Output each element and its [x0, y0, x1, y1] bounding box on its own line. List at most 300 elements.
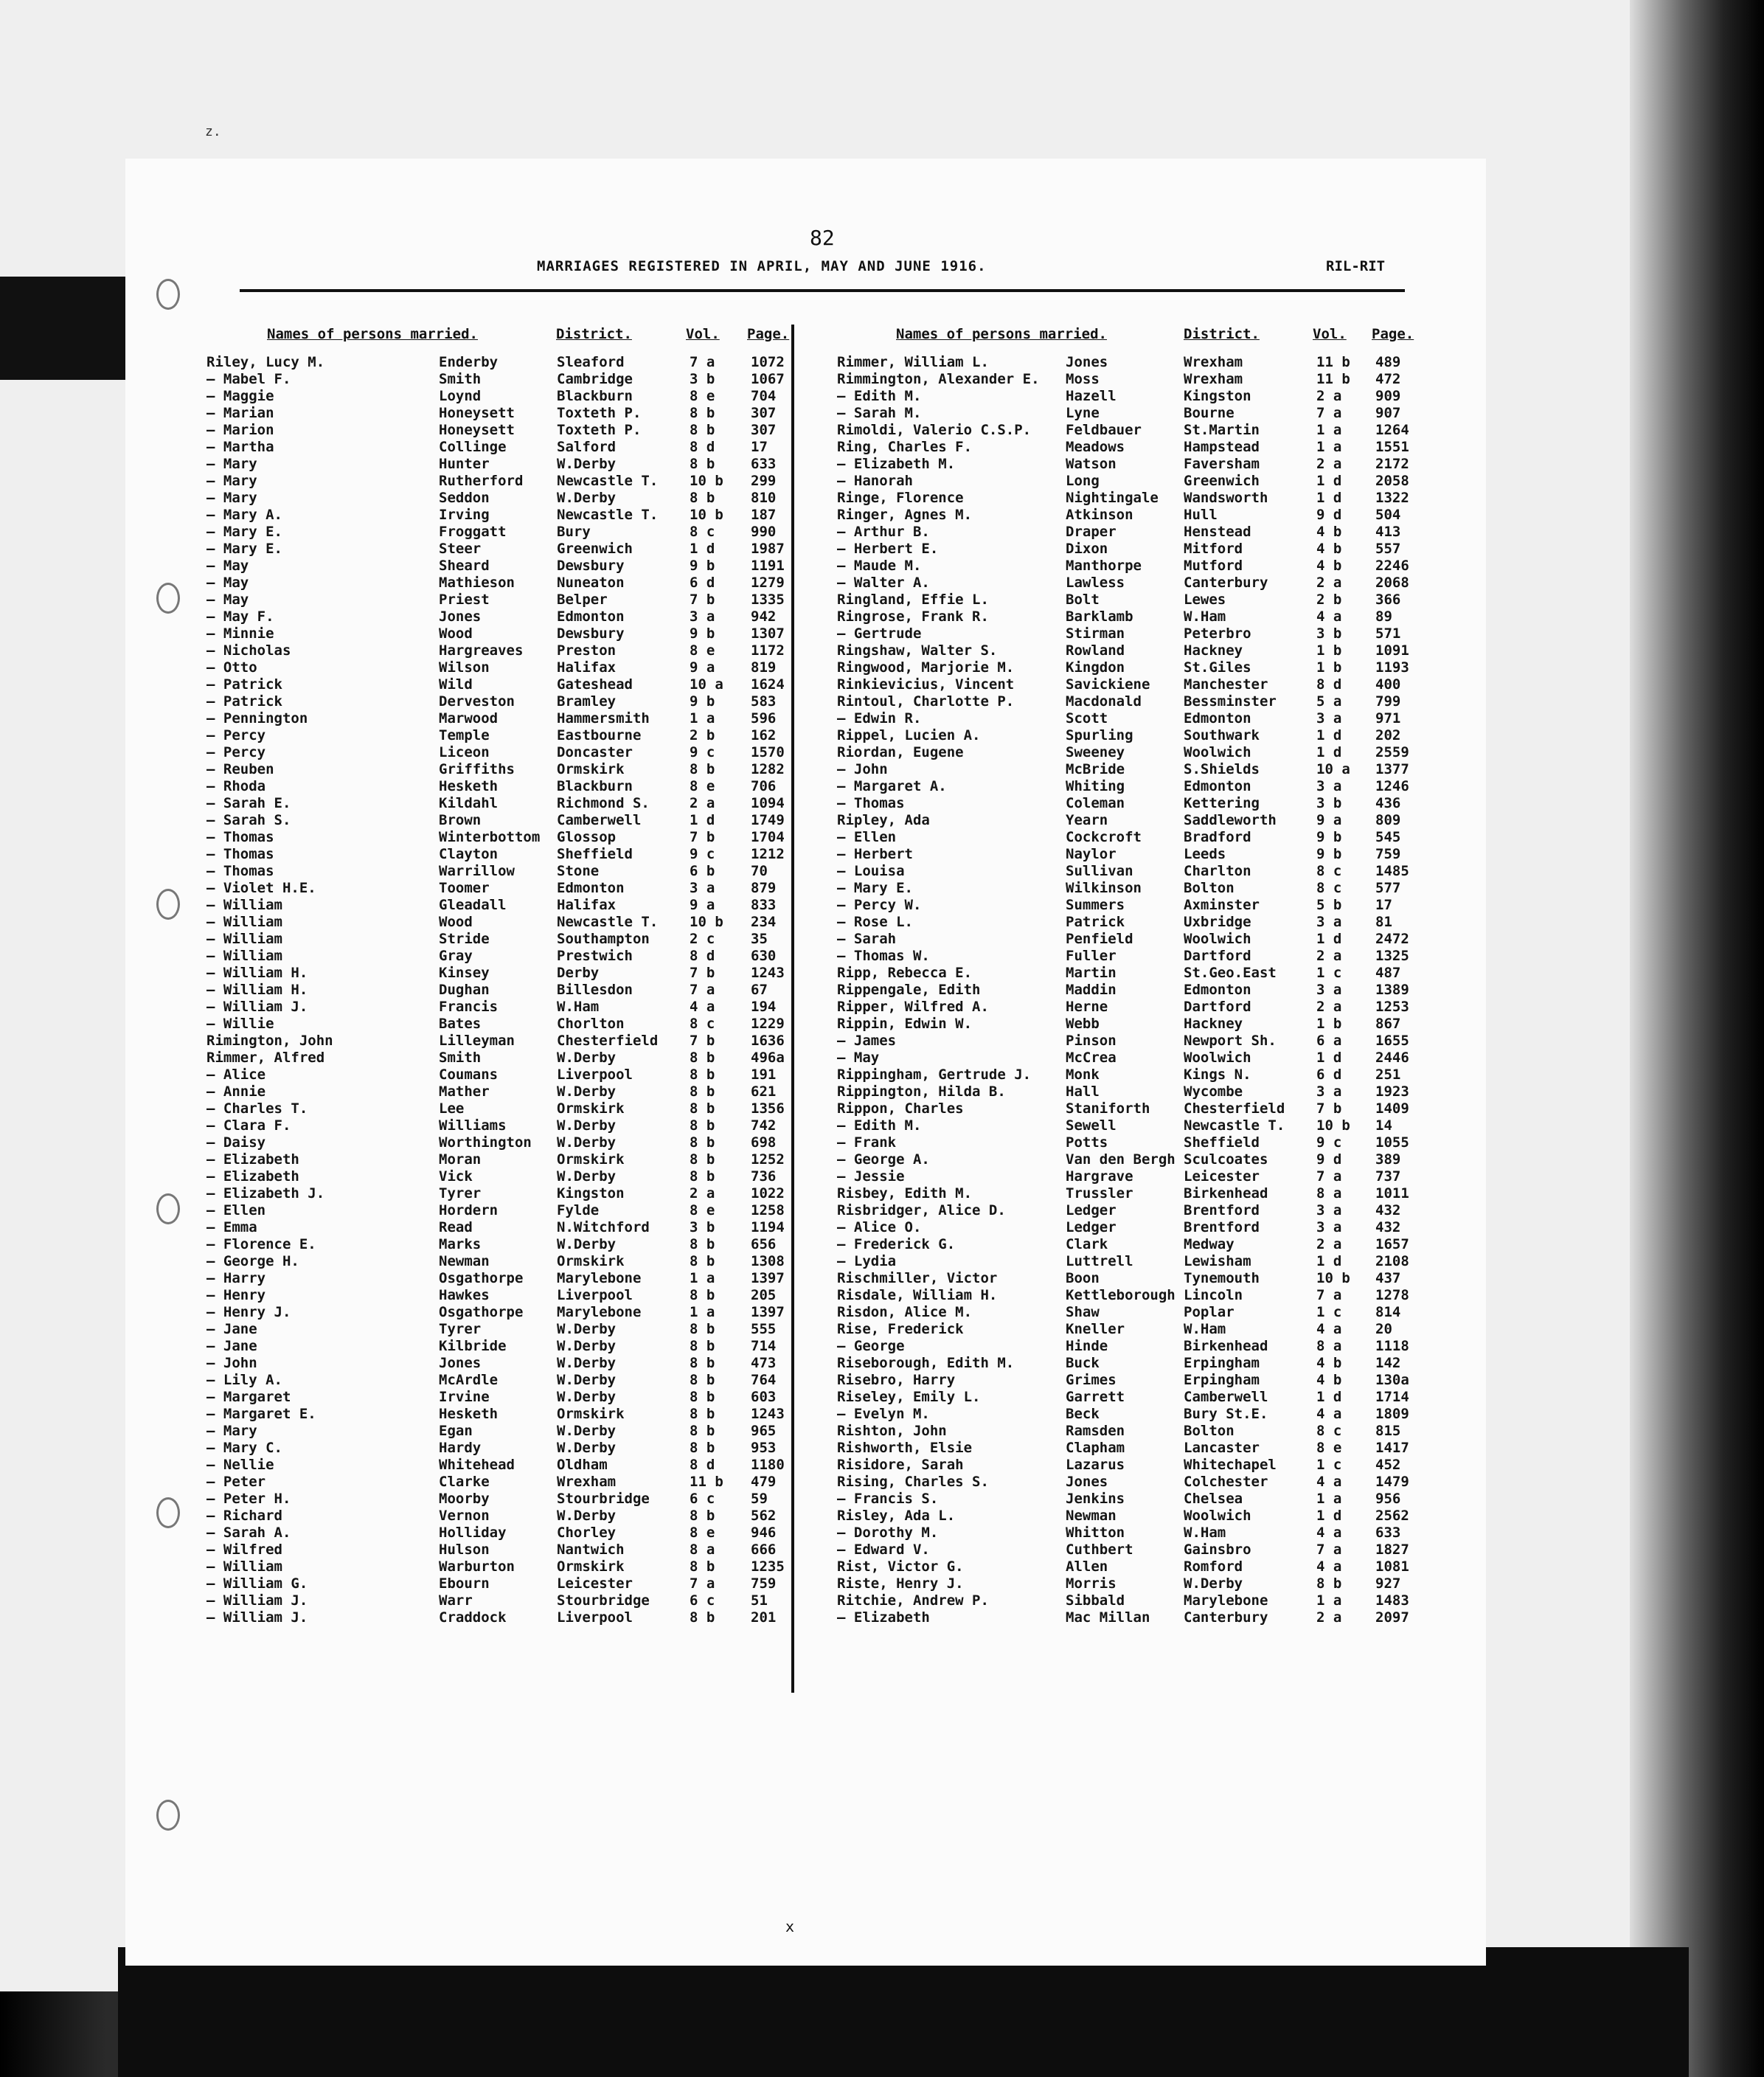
entry-name: — Edith M.: [837, 1117, 922, 1134]
entry-district: Lancaster: [1184, 1440, 1260, 1456]
entry-spouse-surname: Vick: [439, 1168, 473, 1185]
entry-page: 764: [751, 1372, 777, 1388]
entry-spouse-surname: Newman: [1066, 1508, 1117, 1524]
entry-district: Halifax: [557, 659, 617, 676]
table-row: [837, 473, 1442, 490]
entry-district: Hull: [1184, 507, 1218, 523]
table-row: [206, 1355, 789, 1372]
entry-name: Rintoul, Charlotte P.: [837, 693, 1015, 710]
entry-name: — Thomas: [206, 829, 274, 845]
table-row: [837, 456, 1442, 473]
right-entries: [837, 354, 1442, 1626]
table-row: [837, 1440, 1442, 1457]
page-number: 82: [810, 226, 835, 250]
entry-vol: 1 d: [1316, 931, 1342, 947]
entry-spouse-surname: Griffiths: [439, 761, 515, 777]
entry-page: 946: [751, 1525, 777, 1541]
header-page: Page.: [747, 326, 790, 342]
entry-vol: 6 d: [1316, 1067, 1342, 1083]
entry-spouse-surname: Hordern: [439, 1202, 499, 1218]
entry-vol: 4 b: [1316, 558, 1342, 574]
entry-district: Leicester: [557, 1575, 633, 1592]
entry-vol: 2 a: [1316, 948, 1342, 964]
entry-page: 202: [1375, 727, 1401, 743]
entry-spouse-surname: Spurling: [1066, 727, 1133, 743]
entry-name: — John: [206, 1355, 257, 1371]
entry-spouse-surname: Sweeney: [1066, 744, 1125, 760]
entry-district: Bourne: [1184, 405, 1235, 421]
entry-district: Eastbourne: [557, 727, 642, 743]
entry-district: Erpingham: [1184, 1355, 1260, 1371]
entry-district: W.Derby: [557, 1389, 617, 1405]
entry-vol: 1 a: [1316, 439, 1342, 455]
entry-vol: 9 a: [690, 897, 715, 913]
entry-spouse-surname: Dixon: [1066, 541, 1108, 557]
entry-page: 1094: [751, 795, 785, 811]
entry-district: Saddleworth: [1184, 812, 1277, 828]
table-row: [837, 778, 1442, 795]
entry-vol: 1 b: [1316, 642, 1342, 659]
entry-name: — Sarah S.: [206, 812, 291, 828]
entry-name: — May: [206, 575, 249, 591]
entry-name: Rippon, Charles: [837, 1100, 964, 1117]
table-row: [206, 1372, 789, 1389]
table-row: [206, 744, 789, 761]
entry-vol: 8 b: [690, 1236, 715, 1252]
entry-spouse-surname: Steer: [439, 541, 482, 557]
entry-page: 1322: [1375, 490, 1409, 506]
entry-district: Edmonton: [557, 608, 625, 625]
entry-name: — Herbert: [837, 846, 913, 862]
entry-vol: 8 b: [690, 1067, 715, 1083]
table-row: [837, 727, 1442, 744]
entry-name: — Mary: [206, 456, 257, 472]
entry-vol: 7 b: [1316, 1100, 1342, 1117]
entry-vol: 8 b: [690, 761, 715, 777]
entry-spouse-surname: Hesketh: [439, 1406, 499, 1422]
entry-vol: 4 b: [1316, 524, 1342, 540]
table-row: [837, 1270, 1442, 1287]
entry-vol: 1 b: [1316, 659, 1342, 676]
entry-spouse-surname: Smith: [439, 1050, 482, 1066]
entry-name: Rippel, Lucien A.: [837, 727, 981, 743]
entry-spouse-surname: Hawkes: [439, 1287, 490, 1303]
entry-spouse-surname: Coumans: [439, 1067, 499, 1083]
table-row: [206, 473, 789, 490]
entry-name: — Louisa: [837, 863, 905, 879]
entry-spouse-surname: Gray: [439, 948, 473, 964]
entry-name: Ripp, Rebecca E.: [837, 965, 973, 981]
entry-name: Rimoldi, Valerio C.S.P.: [837, 422, 1032, 438]
entry-name: — Patrick: [206, 676, 282, 693]
entry-spouse-surname: Newman: [439, 1253, 490, 1269]
entry-spouse-surname: Francis: [439, 999, 499, 1015]
entry-page: 1749: [751, 812, 785, 828]
table-row: [837, 575, 1442, 592]
entry-district: Salford: [557, 439, 617, 455]
entry-name: — Jane: [206, 1338, 257, 1354]
entry-district: Newcastle T.: [1184, 1117, 1285, 1134]
entry-vol: 1 a: [1316, 1491, 1342, 1507]
entry-page: 971: [1375, 710, 1401, 727]
entry-page: 191: [751, 1067, 777, 1083]
table-row: [837, 676, 1442, 693]
entry-page: 633: [1375, 1525, 1401, 1541]
entry-name: — John: [837, 761, 888, 777]
entry-district: Southwark: [1184, 727, 1260, 743]
entry-page: 956: [1375, 1491, 1401, 1507]
entry-district: Blackburn: [557, 778, 633, 794]
table-row: [206, 1338, 789, 1355]
entry-district: Birkenhead: [1184, 1185, 1268, 1202]
entry-vol: 1 a: [690, 710, 715, 727]
entry-district: Whitechapel: [1184, 1457, 1277, 1473]
entry-vol: 8 b: [690, 1117, 715, 1134]
entry-spouse-surname: Mac Millan: [1066, 1609, 1150, 1626]
entry-district: Hackney: [1184, 642, 1243, 659]
entry-page: 942: [751, 608, 777, 625]
table-row: [206, 1575, 789, 1592]
table-row: [837, 1338, 1442, 1355]
entry-spouse-surname: Trussler: [1066, 1185, 1133, 1202]
entry-district: Ormskirk: [557, 1100, 625, 1117]
entry-name: — May F.: [206, 608, 274, 625]
entry-name: — Arthur B.: [837, 524, 930, 540]
entry-name: Risley, Ada L.: [837, 1508, 956, 1524]
entry-district: Dartford: [1184, 948, 1251, 964]
entry-district: Lewes: [1184, 592, 1226, 608]
entry-page: 504: [1375, 507, 1401, 523]
entry-district: Liverpool: [557, 1609, 633, 1626]
entry-district: Woolwich: [1184, 1050, 1251, 1066]
table-row: [206, 1423, 789, 1440]
entry-district: Kingston: [1184, 388, 1251, 404]
entry-name: Rimmington, Alexander E.: [837, 371, 1040, 387]
entry-name: — Francis S.: [837, 1491, 939, 1507]
entry-spouse-surname: Manthorpe: [1066, 558, 1142, 574]
entry-district: Medway: [1184, 1236, 1235, 1252]
entry-district: Kingston: [557, 1185, 625, 1202]
table-row: [206, 388, 789, 405]
entry-page: 577: [1375, 880, 1401, 896]
punch-hole: [156, 889, 180, 920]
table-row: [206, 812, 789, 829]
table-row: [206, 1609, 789, 1626]
entry-vol: 6 c: [690, 1491, 715, 1507]
entry-vol: 1 d: [1316, 1253, 1342, 1269]
entry-spouse-surname: Rutherford: [439, 473, 524, 489]
column-header-row: [206, 326, 789, 347]
entry-district: Peterbro: [1184, 625, 1251, 642]
table-row: [837, 1474, 1442, 1491]
entry-vol: 9 b: [690, 625, 715, 642]
entry-district: Woolwich: [1184, 1508, 1251, 1524]
table-row: [837, 541, 1442, 558]
table-row: [837, 405, 1442, 422]
table-row: [837, 1508, 1442, 1525]
entry-name: Ringwood, Marjorie M.: [837, 659, 1015, 676]
entry-vol: 11 b: [1316, 354, 1350, 370]
table-row: [837, 1406, 1442, 1423]
entry-name: Rippingham, Gertrude J.: [837, 1067, 1032, 1083]
entry-district: Doncaster: [557, 744, 633, 760]
table-row: [206, 846, 789, 863]
entry-page: 1279: [751, 575, 785, 591]
entry-vol: 2 a: [1316, 999, 1342, 1015]
table-row: [206, 829, 789, 846]
entry-name: Ringrose, Frank R.: [837, 608, 989, 625]
entry-name: Riseley, Emily L.: [837, 1389, 981, 1405]
entry-vol: 9 c: [1316, 1134, 1342, 1151]
entry-vol: 8 e: [690, 388, 715, 404]
entry-page: 1243: [751, 965, 785, 981]
entry-vol: 8 e: [690, 778, 715, 794]
entry-name: Risdon, Alice M.: [837, 1304, 973, 1320]
entry-name: — Rose L.: [837, 914, 913, 930]
entry-spouse-surname: Lawless: [1066, 575, 1125, 591]
entry-vol: 2 a: [1316, 388, 1342, 404]
entry-vol: 4 a: [1316, 1525, 1342, 1541]
table-row: [837, 982, 1442, 999]
entry-name: — Edith M.: [837, 388, 922, 404]
entry-page: 1570: [751, 744, 785, 760]
entry-page: 1081: [1375, 1558, 1409, 1575]
entry-name: — Dorothy M.: [837, 1525, 939, 1541]
entry-district: Stourbridge: [557, 1491, 650, 1507]
entry-spouse-surname: Cuthbert: [1066, 1542, 1133, 1558]
entry-name: Ripper, Wilfred A.: [837, 999, 989, 1015]
entry-page: 436: [1375, 795, 1401, 811]
table-row: [837, 999, 1442, 1016]
entry-district: Brentford: [1184, 1202, 1260, 1218]
entry-spouse-surname: McArdle: [439, 1372, 499, 1388]
column-header-row: [837, 326, 1442, 347]
entry-vol: 8 d: [690, 948, 715, 964]
entry-vol: 10 b: [1316, 1117, 1350, 1134]
footer-mark: x: [785, 1918, 795, 1935]
entry-spouse-surname: Hargrave: [1066, 1168, 1133, 1185]
table-row: [837, 863, 1442, 880]
entry-page: 666: [751, 1542, 777, 1558]
entry-vol: 2 a: [1316, 1236, 1342, 1252]
entry-page: 706: [751, 778, 777, 794]
entry-name: — Hanorah: [837, 473, 913, 489]
table-row: [206, 965, 789, 982]
entry-page: 472: [1375, 371, 1401, 387]
entry-spouse-surname: Grimes: [1066, 1372, 1117, 1388]
entry-name: Rippin, Edwin W.: [837, 1016, 973, 1032]
table-row: [837, 558, 1442, 575]
entry-spouse-surname: Hesketh: [439, 778, 499, 794]
entry-district: Ormskirk: [557, 1558, 625, 1575]
table-row: [206, 1134, 789, 1151]
table-row: [206, 1592, 789, 1609]
entry-page: 1335: [751, 592, 785, 608]
entry-page: 432: [1375, 1202, 1401, 1218]
table-row: [837, 439, 1442, 456]
entry-name: — Lily A.: [206, 1372, 282, 1388]
entry-district: St.Giles: [1184, 659, 1251, 676]
entry-district: Sheffield: [557, 846, 633, 862]
table-row: [837, 1389, 1442, 1406]
header-vol: Vol.: [686, 326, 720, 342]
entry-vol: 3 a: [1316, 1202, 1342, 1218]
table-row: [837, 829, 1442, 846]
entry-spouse-surname: Gleadall: [439, 897, 507, 913]
column-divider: [791, 325, 794, 1693]
entry-name: — Sarah E.: [206, 795, 291, 811]
entry-page: 596: [751, 710, 777, 727]
table-row: [206, 931, 789, 948]
entry-spouse-surname: Moran: [439, 1151, 482, 1168]
table-row: [206, 1321, 789, 1338]
entry-spouse-surname: Craddock: [439, 1609, 507, 1626]
entry-page: 1397: [751, 1304, 785, 1320]
entry-name: — Sarah M.: [837, 405, 922, 421]
entry-vol: 10 b: [690, 473, 723, 489]
entry-vol: 9 d: [1316, 507, 1342, 523]
entry-district: Bury: [557, 524, 591, 540]
entry-page: 736: [751, 1168, 777, 1185]
entry-page: 130a: [1375, 1372, 1409, 1388]
table-row: [837, 1151, 1442, 1168]
table-row: [837, 1609, 1442, 1626]
table-row: [206, 914, 789, 931]
table-row: [206, 982, 789, 999]
entry-name: — Mabel F.: [206, 371, 291, 387]
entry-vol: 8 d: [690, 1457, 715, 1473]
entry-name: Ritchie, Andrew P.: [837, 1592, 989, 1609]
entry-page: 953: [751, 1440, 777, 1456]
entry-district: Bolton: [1184, 880, 1235, 896]
entry-spouse-surname: Moorby: [439, 1491, 490, 1507]
entry-page: 633: [751, 456, 777, 472]
entry-spouse-surname: Clark: [1066, 1236, 1108, 1252]
entry-vol: 4 a: [1316, 608, 1342, 625]
entry-district: Leeds: [1184, 846, 1226, 862]
entry-name: — Herbert E.: [837, 541, 939, 557]
entry-spouse-surname: Atkinson: [1066, 507, 1133, 523]
entry-spouse-surname: Priest: [439, 592, 490, 608]
entry-vol: 1 d: [1316, 1050, 1342, 1066]
table-row: [837, 1575, 1442, 1592]
table-row: [206, 422, 789, 439]
entry-district: W.Derby: [557, 1423, 617, 1439]
entry-page: 1055: [1375, 1134, 1409, 1151]
entry-district: Hampstead: [1184, 439, 1260, 455]
entry-name: — May: [206, 592, 249, 608]
entry-page: 1485: [1375, 863, 1409, 879]
entry-district: Sleaford: [557, 354, 625, 370]
entry-district: Derby: [557, 965, 600, 981]
entry-district: W.Derby: [557, 1508, 617, 1524]
entry-page: 621: [751, 1083, 777, 1100]
entry-page: 432: [1375, 1219, 1401, 1235]
header-names: Names of persons married.: [267, 326, 478, 342]
entry-spouse-surname: Meadows: [1066, 439, 1125, 455]
entry-district: W.Derby: [557, 456, 617, 472]
entry-vol: 7 a: [690, 1575, 715, 1592]
table-row: [837, 592, 1442, 608]
entry-name: — Emma: [206, 1219, 257, 1235]
table-row: [837, 1423, 1442, 1440]
punch-hole: [156, 279, 180, 310]
left-column: [206, 326, 789, 1626]
entry-vol: 8 b: [690, 422, 715, 438]
entry-page: 201: [751, 1609, 777, 1626]
table-row: [837, 1558, 1442, 1575]
entry-vol: 5 a: [1316, 693, 1342, 710]
entry-district: Canterbury: [1184, 575, 1268, 591]
entry-district: Axminster: [1184, 897, 1260, 913]
table-row: [837, 1236, 1442, 1253]
entry-page: 1180: [751, 1457, 785, 1473]
table-row: [206, 1440, 789, 1457]
entry-page: 473: [751, 1355, 777, 1371]
entry-name: — Jessie: [837, 1168, 905, 1185]
table-row: [206, 642, 789, 659]
entry-vol: 7 a: [1316, 1168, 1342, 1185]
entry-spouse-surname: Enderby: [439, 354, 499, 370]
entry-name: — Harry: [206, 1270, 266, 1286]
entry-district: Sculcoates: [1184, 1151, 1268, 1168]
entry-district: Wrexham: [1184, 354, 1243, 370]
entry-vol: 8 a: [690, 1542, 715, 1558]
entry-spouse-surname: Herne: [1066, 999, 1108, 1015]
entry-page: 35: [751, 931, 768, 947]
entry-vol: 8 c: [690, 1016, 715, 1032]
entry-page: 2562: [1375, 1508, 1409, 1524]
table-row: [206, 490, 789, 507]
entry-page: 2246: [1375, 558, 1409, 574]
entry-page: 1258: [751, 1202, 785, 1218]
entry-district: Newcastle T.: [557, 507, 659, 523]
entry-district: Camberwell: [557, 812, 642, 828]
entry-page: 545: [1375, 829, 1401, 845]
entry-vol: 8 b: [690, 1168, 715, 1185]
table-row: [206, 1033, 789, 1050]
entry-page: 1636: [751, 1033, 785, 1049]
entry-vol: 8 b: [690, 1609, 715, 1626]
entry-district: Marylebone: [1184, 1592, 1268, 1609]
entry-vol: 8 c: [1316, 1423, 1342, 1439]
table-row: [837, 608, 1442, 625]
entry-district: Nantwich: [557, 1542, 625, 1558]
entry-page: 1067: [751, 371, 785, 387]
page-title: MARRIAGES REGISTERED IN APRIL, MAY AND JUNE 1916.: [537, 258, 987, 274]
entry-district: Preston: [557, 642, 617, 659]
entry-vol: 8 e: [690, 642, 715, 659]
entry-district: St.Geo.East: [1184, 965, 1277, 981]
entry-name: — Pennington: [206, 710, 308, 727]
entry-name: — Daisy: [206, 1134, 266, 1151]
entry-district: Mutford: [1184, 558, 1243, 574]
entry-vol: 1 a: [1316, 422, 1342, 438]
entry-name: — William: [206, 1558, 282, 1575]
entry-name: Rimmer, William L.: [837, 354, 989, 370]
entry-vol: 7 b: [690, 592, 715, 608]
entry-district: Liverpool: [557, 1067, 633, 1083]
entry-district: W.Derby: [557, 1050, 617, 1066]
table-row: [206, 1253, 789, 1270]
entry-name: — Elizabeth: [206, 1151, 299, 1168]
entry-page: 2472: [1375, 931, 1409, 947]
entry-district: W.Derby: [557, 1117, 617, 1134]
entry-name: — Wilfred: [206, 1542, 282, 1558]
entry-vol: 8 b: [690, 490, 715, 506]
entry-page: 571: [1375, 625, 1401, 642]
entry-page: 1194: [751, 1219, 785, 1235]
